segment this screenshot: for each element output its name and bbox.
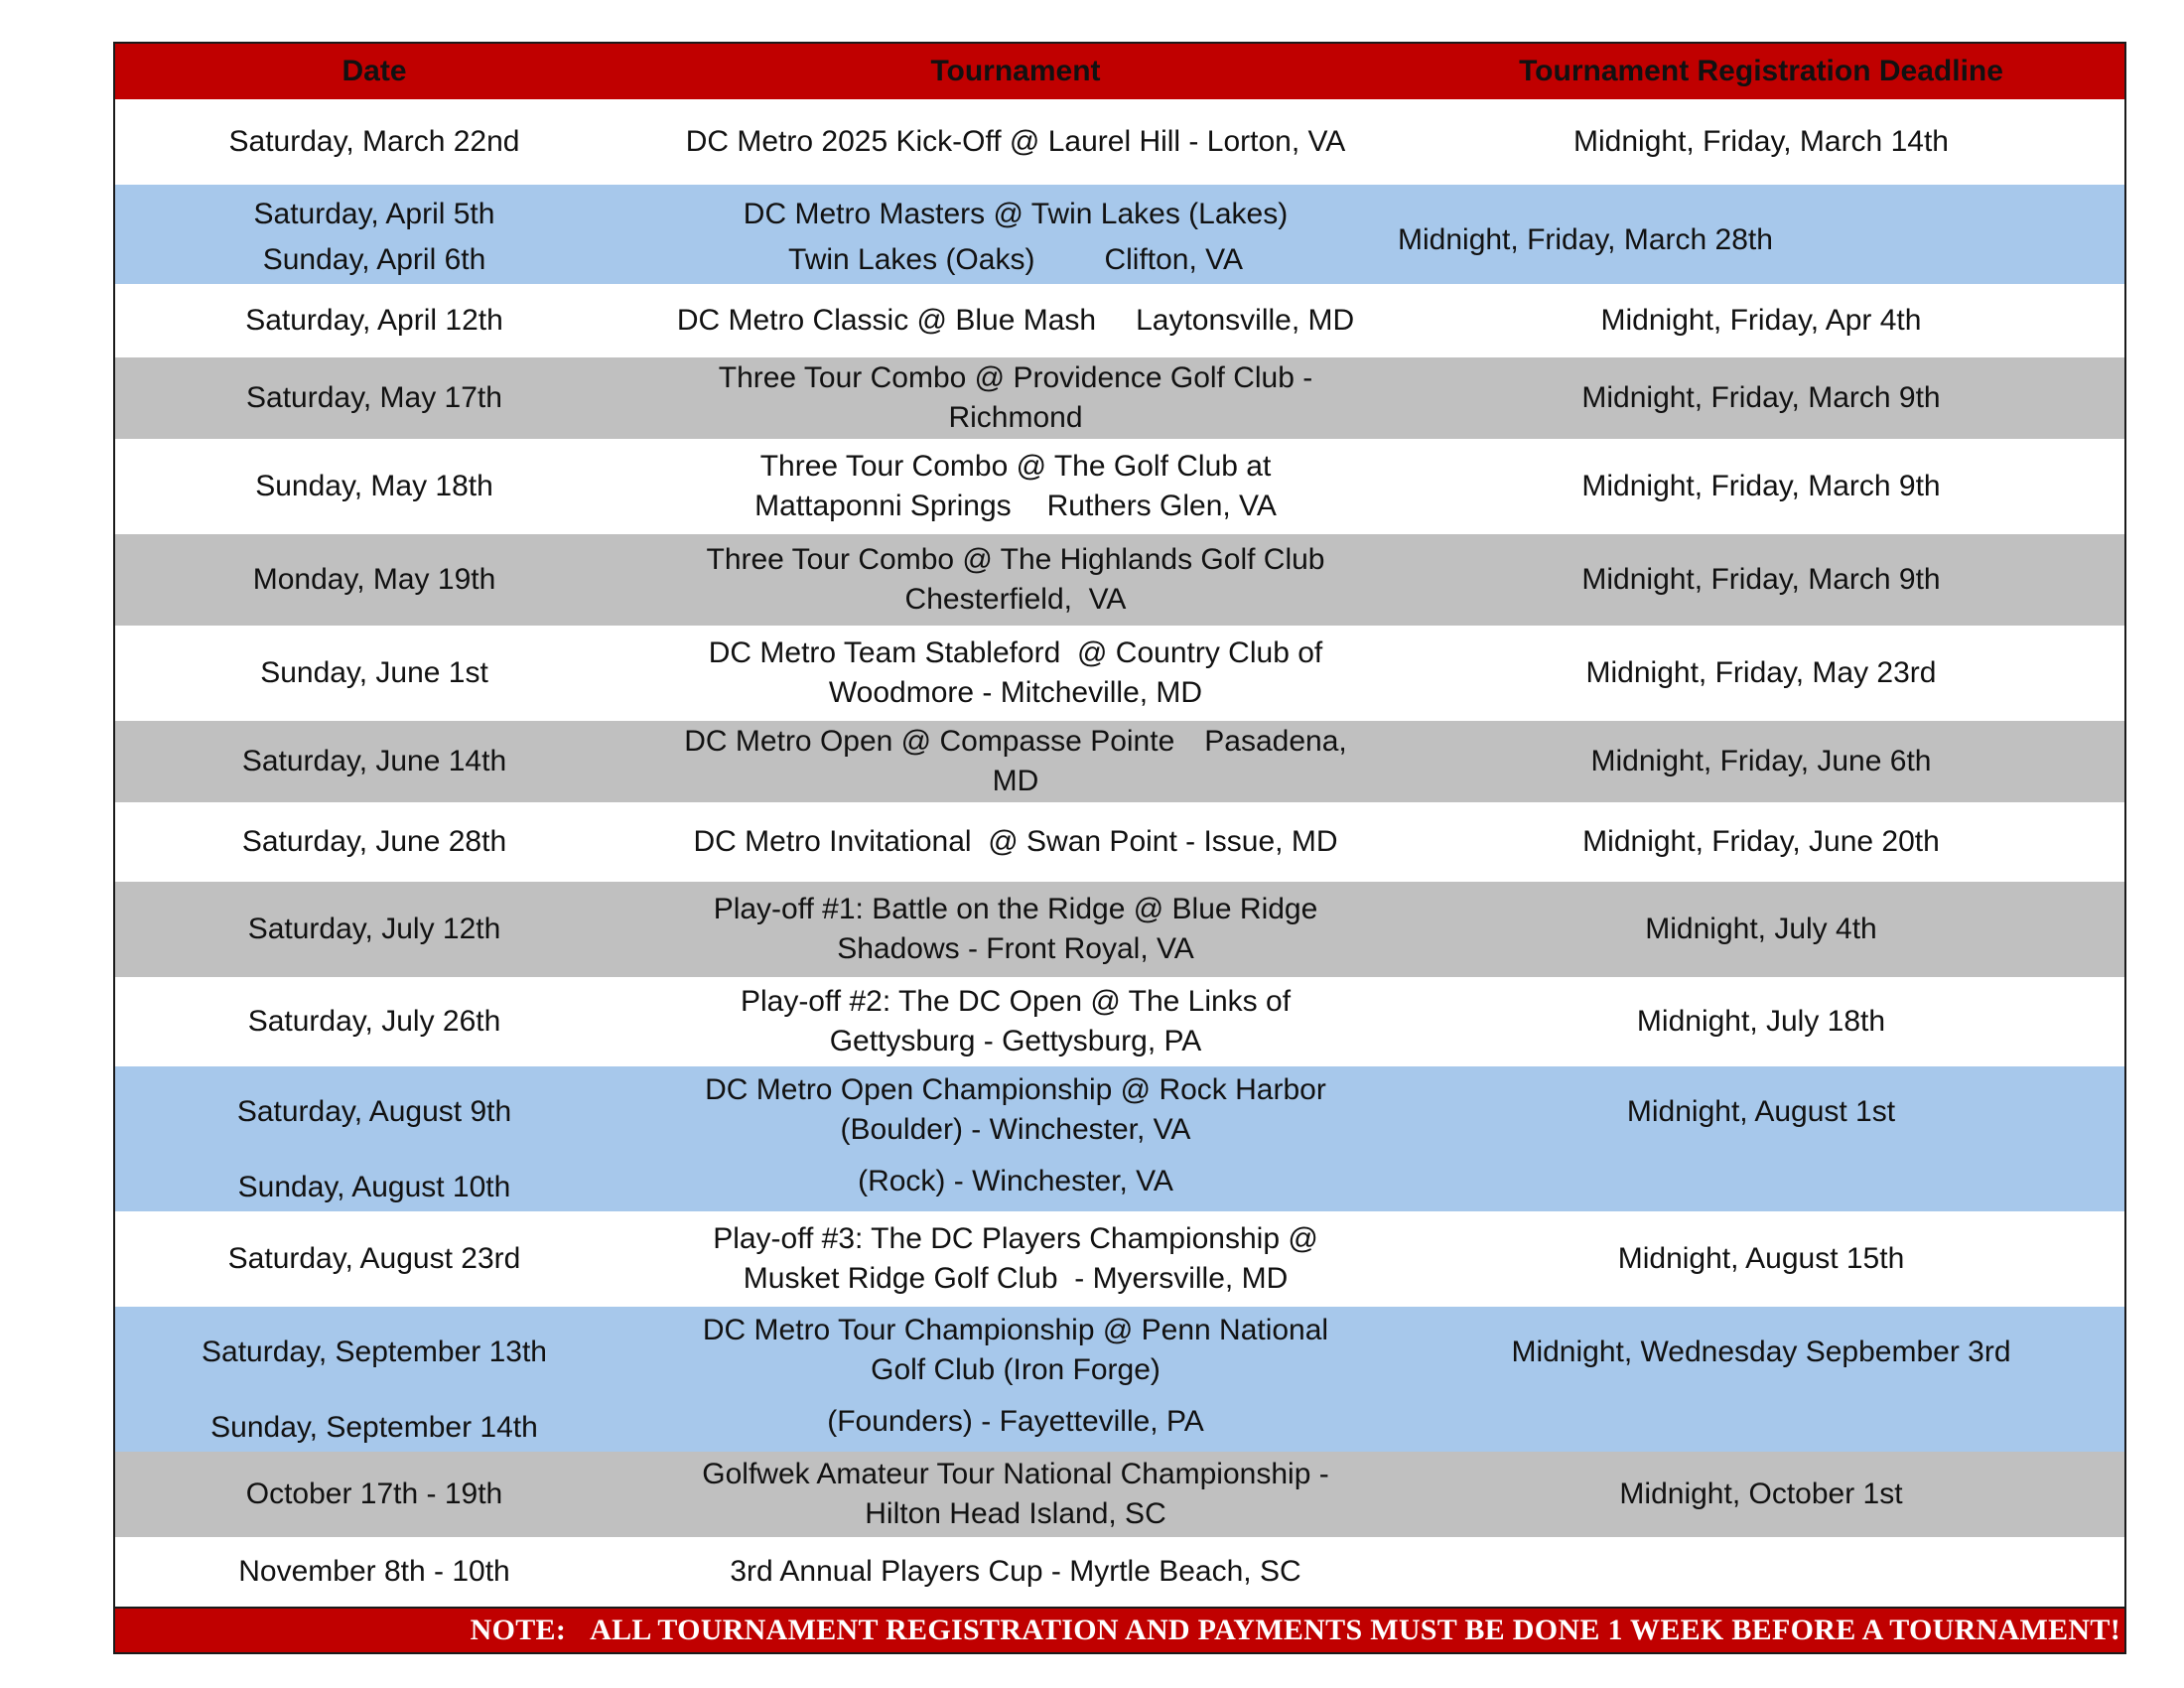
row-deadline: Midnight, Friday, March 9th bbox=[1581, 381, 1941, 414]
table-row bbox=[115, 626, 2124, 721]
row-tournament-line2: Richmond bbox=[948, 401, 1083, 434]
row-tournament bbox=[633, 977, 1398, 1066]
row-tournament-line1: Three Tour Combo @ Providence Golf Club - bbox=[718, 361, 1313, 394]
row-deadline: Midnight, Friday, June 20th bbox=[1582, 825, 1940, 858]
row-date: Saturday, September 13th bbox=[202, 1336, 547, 1368]
row-tournament-name: DC Metro Open @ Compasse Pointe bbox=[684, 725, 1175, 758]
row-date: Monday, May 19th bbox=[252, 563, 496, 596]
table-row bbox=[115, 1307, 2124, 1452]
row-date: Saturday, August 9th bbox=[236, 1095, 512, 1128]
row-date-group bbox=[115, 1307, 633, 1452]
row-deadline: Midnight, Friday, March 14th bbox=[1573, 125, 1949, 158]
table-row bbox=[115, 99, 2124, 185]
row-tournament-name: DC Metro Classic @ Blue Mash bbox=[676, 304, 1097, 337]
header-deadline: Tournament Registration Deadline bbox=[1519, 55, 2003, 87]
row-tournament-line3: (Founders) - Fayetteville, PA bbox=[827, 1405, 1204, 1438]
row-date: Saturday, July 12th bbox=[247, 913, 501, 945]
row-date: Saturday, April 5th bbox=[253, 198, 495, 230]
table-row bbox=[115, 1211, 2124, 1307]
row-date: Sunday, May 18th bbox=[255, 470, 493, 502]
row-deadline: Midnight, Friday, May 23rd bbox=[1585, 656, 1937, 689]
row-tournament-group bbox=[633, 185, 1398, 284]
row-tournament-line2: Chesterfield, VA bbox=[904, 583, 1127, 616]
row-tournament-line1 bbox=[684, 722, 1346, 762]
row-tournament-line1: Golfwek Amateur Tour National Championship - bbox=[702, 1458, 1329, 1490]
row-tournament: DC Metro 2025 Kick-Off @ Laurel Hill - Lorton, VA bbox=[685, 125, 1346, 158]
row-tournament: DC Metro Masters @ Twin Lakes (Lakes) bbox=[743, 198, 1289, 230]
row-date: Saturday, July 26th bbox=[247, 1005, 501, 1038]
table-row bbox=[115, 802, 2124, 882]
table-row bbox=[115, 1537, 2124, 1607]
row-date-second: Sunday, April 6th bbox=[262, 243, 486, 276]
registration-note-banner bbox=[115, 1607, 2124, 1652]
table-row bbox=[115, 1452, 2124, 1537]
row-tournament-second-course: Twin Lakes (Oaks) bbox=[788, 243, 1035, 276]
row-tournament: DC Metro Invitational @ Swan Point - Issue, MD bbox=[693, 825, 1338, 858]
row-date: Saturday, June 28th bbox=[241, 825, 507, 858]
row-deadline: Midnight, Wednesday Sepbember 3rd bbox=[1511, 1336, 2011, 1368]
row-tournament-course: Mattaponni Springs bbox=[754, 490, 1012, 522]
row-tournament bbox=[633, 1452, 1398, 1537]
table-row bbox=[115, 721, 2124, 802]
row-tournament-line1: DC Metro Open Championship @ Rock Harbor bbox=[705, 1073, 1326, 1106]
table-row bbox=[115, 284, 2124, 357]
row-date: Saturday, August 23rd bbox=[227, 1242, 521, 1275]
row-deadline: Midnight, July 4th bbox=[1645, 913, 1877, 945]
row-tournament-line1: Play-off #3: The DC Players Championship @ bbox=[713, 1222, 1318, 1255]
row-tournament bbox=[633, 721, 1398, 802]
tournament-schedule-table bbox=[113, 42, 2126, 1654]
table-row bbox=[115, 185, 2124, 284]
row-tournament-line1: Play-off #2: The DC Open @ The Links of bbox=[740, 985, 1292, 1018]
row-tournament-line1: Three Tour Combo @ The Highlands Golf Club bbox=[706, 543, 1325, 576]
row-tournament-line2 bbox=[754, 487, 1277, 526]
row-tournament-line2: Golf Club (Iron Forge) bbox=[871, 1353, 1160, 1386]
row-tournament-line3: (Rock) - Winchester, VA bbox=[858, 1165, 1173, 1197]
row-tournament-line1: Three Tour Combo @ The Golf Club at bbox=[759, 450, 1272, 483]
row-tournament-line2: Hilton Head Island, SC bbox=[865, 1497, 1166, 1530]
row-tournament-second bbox=[788, 240, 1243, 280]
row-date: October 17th - 19th bbox=[245, 1477, 503, 1510]
row-tournament-line2: MD bbox=[992, 765, 1039, 797]
row-deadline bbox=[1398, 1537, 2124, 1607]
note-label: NOTE: bbox=[470, 1614, 567, 1646]
row-tournament bbox=[633, 534, 1398, 626]
row-tournament-line2: Gettysburg - Gettysburg, PA bbox=[829, 1025, 1202, 1057]
table-header-row bbox=[115, 44, 2124, 99]
row-date: November 8th - 10th bbox=[238, 1555, 510, 1588]
table-row bbox=[115, 882, 2124, 977]
row-tournament-line2: (Boulder) - Winchester, VA bbox=[840, 1113, 1191, 1146]
row-deadline: Midnight, August 15th bbox=[1617, 1242, 1905, 1275]
row-deadline: Midnight, Friday, June 6th bbox=[1590, 745, 1932, 777]
row-tournament-location: Ruthers Glen, VA bbox=[1046, 490, 1277, 522]
row-deadline: Midnight, Friday, March 28th bbox=[1398, 223, 1773, 256]
row-date: Sunday, June 1st bbox=[260, 656, 488, 689]
table-row bbox=[115, 534, 2124, 626]
row-date-group bbox=[115, 1066, 633, 1211]
row-deadline: Midnight, Friday, March 9th bbox=[1581, 563, 1941, 596]
row-date-group bbox=[115, 185, 633, 284]
row-tournament-group bbox=[633, 1307, 1398, 1452]
row-tournament bbox=[633, 357, 1398, 439]
row-date: Saturday, May 17th bbox=[246, 381, 502, 414]
row-tournament bbox=[633, 1211, 1398, 1307]
row-deadline: Midnight, Friday, March 9th bbox=[1581, 470, 1941, 502]
row-tournament-line1: DC Metro Tour Championship @ Penn National bbox=[702, 1314, 1329, 1346]
table-row bbox=[115, 439, 2124, 534]
row-tournament-group bbox=[633, 1066, 1398, 1211]
row-deadline: Midnight, October 1st bbox=[1619, 1477, 1903, 1510]
row-tournament: 3rd Annual Players Cup - Myrtle Beach, SC bbox=[730, 1555, 1301, 1588]
row-tournament-line2: Woodmore - Mitcheville, MD bbox=[828, 676, 1203, 709]
table-row bbox=[115, 357, 2124, 439]
row-tournament bbox=[633, 882, 1398, 977]
row-deadline: Midnight, August 1st bbox=[1626, 1095, 1896, 1128]
header-tournament: Tournament bbox=[930, 55, 1101, 87]
row-tournament-second-location: Clifton, VA bbox=[1104, 243, 1243, 276]
note-text: ALL TOURNAMENT REGISTRATION AND PAYMENTS MUST BE DONE 1 WEEK BEFORE A TOURNAMENT! bbox=[590, 1614, 2120, 1646]
row-tournament-location: Laytonsville, MD bbox=[1136, 304, 1355, 337]
row-tournament-line1: Play-off #1: Battle on the Ridge @ Blue Ridge bbox=[713, 893, 1318, 925]
table-row bbox=[115, 977, 2124, 1066]
row-tournament bbox=[633, 439, 1398, 534]
row-date-second: Sunday, September 14th bbox=[210, 1411, 538, 1444]
row-tournament-location: Pasadena, bbox=[1204, 725, 1347, 758]
row-date-second: Sunday, August 10th bbox=[237, 1171, 511, 1203]
header-date: Date bbox=[341, 55, 407, 87]
table-row bbox=[115, 1066, 2124, 1211]
row-tournament-line2: Shadows - Front Royal, VA bbox=[837, 932, 1194, 965]
row-date: Saturday, June 14th bbox=[241, 745, 507, 777]
row-deadline: Midnight, Friday, Apr 4th bbox=[1600, 304, 1922, 337]
row-deadline: Midnight, July 18th bbox=[1636, 1005, 1886, 1038]
row-date: Saturday, March 22nd bbox=[228, 125, 520, 158]
row-tournament bbox=[633, 626, 1398, 721]
row-tournament-line2: Musket Ridge Golf Club - Myersville, MD bbox=[743, 1262, 1289, 1295]
row-tournament-line1: DC Metro Team Stableford @ Country Club of bbox=[708, 636, 1323, 669]
row-tournament bbox=[633, 284, 1398, 357]
row-date: Saturday, April 12th bbox=[245, 304, 503, 337]
